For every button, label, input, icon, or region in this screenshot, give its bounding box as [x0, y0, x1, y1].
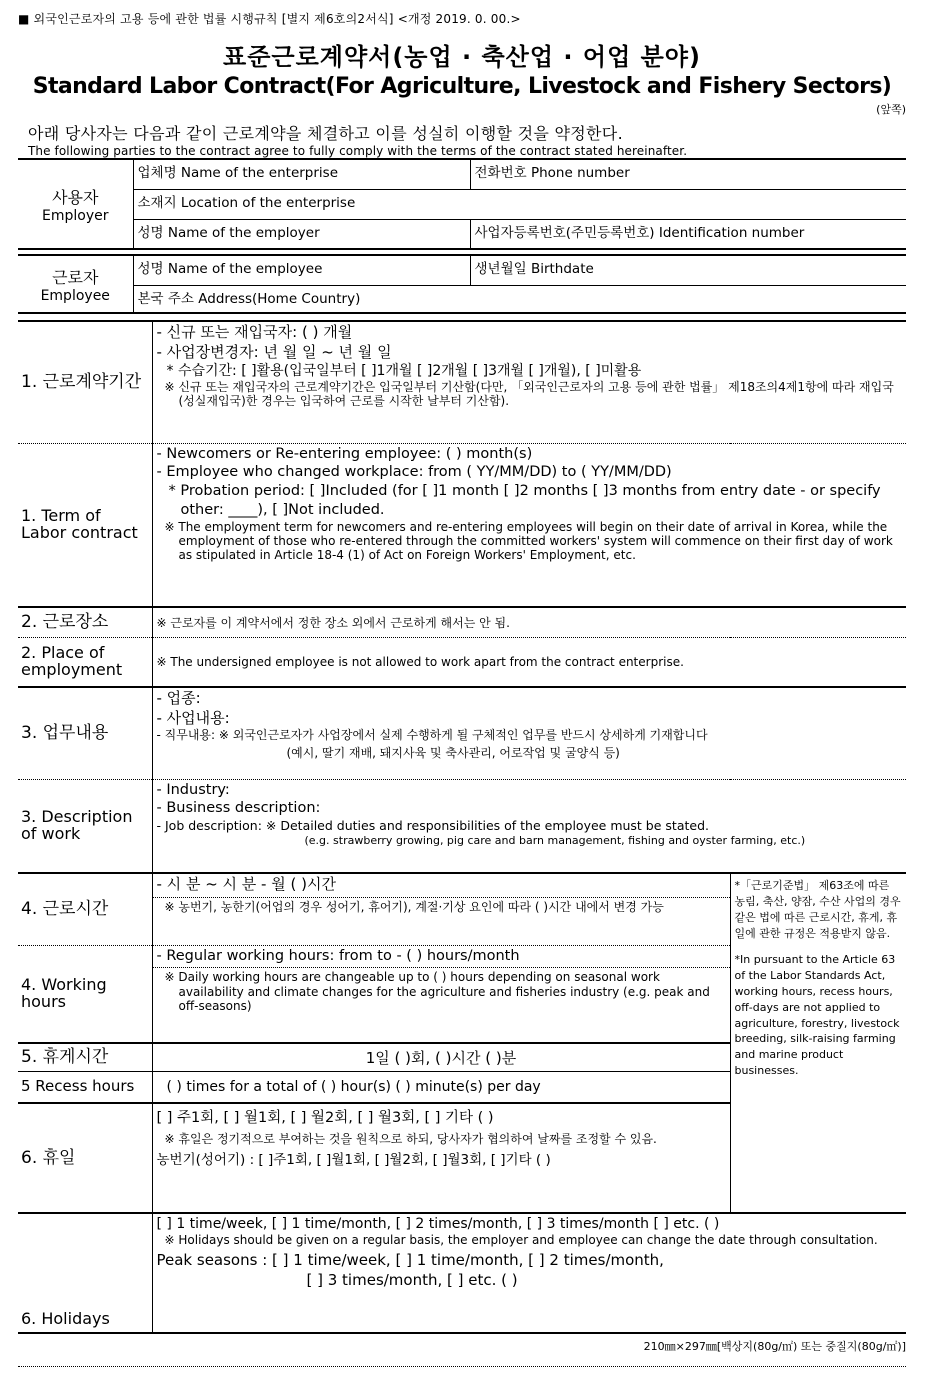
- term-label-kr: 1. 근로계약기간: [18, 321, 152, 443]
- employee-birthdate-field[interactable]: 생년월일 Birthdate: [470, 255, 906, 285]
- paper-spec: 210㎜×297㎜[백상지(80g/㎡) 또는 중질지(80g/㎡)]: [643, 1340, 906, 1353]
- recess-label-kr: 5. 휴게시간: [18, 1043, 152, 1071]
- employer-person-field[interactable]: 성명 Name of the employer: [133, 219, 470, 249]
- work-label-kr: 3. 업무내용: [18, 687, 152, 779]
- intro-english: The following parties to the contract agree to fully comply with the terms of the contract stated hereinafter.: [28, 144, 688, 158]
- work-kr-content: - 업종: - 사업내용: - 직무내용: ※ 외국인근로자가 사업장에서 실제 수행하게 될 구체적인 업무를 반드시 상세하게 기재합니다 (예시, 딸기 재배, 돼지사육 및 축사관리, 어로작업 및 굴양식 등): [156, 689, 708, 760]
- term-kr-content: - 신규 또는 재입국자: ( ) 개월 - 사업장변경자: 년 월 일 ~ 년 월 일 * 수습기간: [ ]활용(입국일부터 [ ]1개월 [ ]2개월 [ ]3개월 [ ]개월), [ ]미활용 ※ 신규 또는 재입국자의 근로계약기간은 입국일부터 기산함(다만, 「외국인근로자의 고용 등에 관한 법률」 제18조의4제1항에 따라 재입국(성실재입국)한 경우는 입국하여 근로를 시작한 날부터 기산함).: [156, 323, 894, 409]
- hours-label-kr: 4. 근로시간: [18, 873, 152, 945]
- term-label-en: 1. Term of Labor contract: [18, 443, 152, 607]
- work-label-en: 3. Description of work: [18, 779, 152, 873]
- side-mark: (앞쪽): [876, 103, 906, 116]
- contract-terms-table: [18, 320, 906, 1334]
- hours-label-en: 4. Working hours: [18, 945, 152, 1043]
- place-label-en: 2. Place of employment: [18, 637, 152, 687]
- employer-location-field[interactable]: 소재지 Location of the enterprise: [133, 189, 906, 219]
- holidays-kr-content: [ ] 주1회, [ ] 월1회, [ ] 월2회, [ ] 월3회, [ ] 기타 ( ) ※ 휴일은 정기적으로 부여하는 것을 원칙으로 하되, 당사자가 협의하여 날짜를 조정할 수 있음. 농번기(성어기) : [ ]주1회, [ ]월1회, [ ]월2회, [ ]월3회, [ ]기타 ( ): [152, 1103, 730, 1213]
- place-kr-content: ※ 근로자를 이 계약서에서 정한 장소 외에서 근로하게 해서는 안 됨.: [156, 615, 510, 630]
- side-note-box: *「근로기준법」 제63조에 따른 농림, 축산, 양잠, 수산 사업의 경우 같은 법에 따른 근로시간, 휴게, 휴일에 관한 규정은 적용받지 않음. *In pursuant to the Article 63 of the Labor Standards Act, working hours, recess hours, off-days are not applied to agriculture, forestry, livestock breeding, silk-raising farming and marine product businesses.: [734, 879, 901, 1078]
- work-en-content: - Industry: - Business description: - Job description: ※ Detailed duties and responsibilities of the employee must be stated. (e.g. strawberry growing, pig care and barn management, fishing and oyster farming, etc.): [156, 781, 806, 848]
- title-korean: 표준근로계약서(농업 · 축산업 · 어업 분야): [223, 43, 701, 71]
- employer-label: 사용자 Employer: [18, 159, 133, 249]
- term-en-content: - Newcomers or Re-entering employee: ( ) month(s) - Employee who changed workplace: from ( YY/MM/DD) to ( YY/MM/DD) * Probation period: [ ]Included (for [ ]1 month [ ]2 months [ ]3 months from entry date - or specify other: ____), [ ]Not included. ※ The employment term for newcomers and re-entering employees will begin on their date of arrival in Korea, while the employment of those who re-entered through the committed workers' system will commence on their first day of work as stipulated in Article 18-4 (1) of Act on Foreign Workers' Employment, etc.: [156, 445, 893, 563]
- bottom-divider: [18, 1366, 906, 1367]
- employee-name-field[interactable]: 성명 Name of the employee: [133, 255, 470, 285]
- employer-name-field[interactable]: 업체명 Name of the enterprise: [133, 159, 470, 189]
- form-reference: ■ 외국인근로자의 고용 등에 관한 법률 시행규칙 [별지 제6호의2서식] <개정 2019. 0. 00.>: [18, 12, 521, 26]
- employee-label: 근로자 Employee: [18, 255, 133, 313]
- place-en-content: ※ The undersigned employee is not allowed to work apart from the contract enterprise.: [156, 654, 684, 669]
- holidays-label-en: 6. Holidays: [18, 1213, 152, 1333]
- employee-address-field[interactable]: 본국 주소 Address(Home Country): [137, 290, 361, 307]
- hours-en-content: - Regular working hours: from to - ( ) hours/month ※ Daily working hours are changeable up to ( ) hours depending on seasonal work availability and climate changes for the agriculture and fisheries industry (e.g. peak and off-seasons): [152, 945, 730, 1043]
- employer-id-field[interactable]: 사업자등록번호(주민등록번호) Identification number: [474, 224, 805, 241]
- place-label-kr: 2. 근로장소: [18, 607, 152, 637]
- title-english: Standard Labor Contract(For Agriculture, Livestock and Fishery Sectors): [32, 74, 892, 99]
- holidays-en-content: [ ] 1 time/week, [ ] 1 time/month, [ ] 2 times/month, [ ] 3 times/month [ ] etc. ( ) ※ Holidays should be given on a regular basis, the employer and employee can change the date through consultation. Peak seasons : [ ] 1 time/week, [ ] 1 time/month, [ ] 2 times/month, [ ] 3 times/month, [ ] etc. ( ): [156, 1216, 878, 1289]
- employer-phone-field[interactable]: 전화번호 Phone number: [470, 159, 906, 189]
- holidays-label-kr: 6. 휴일: [18, 1103, 152, 1213]
- recess-label-en: 5 Recess hours: [18, 1071, 152, 1103]
- intro-korean: 아래 당사자는 다음과 같이 근로계약을 체결하고 이를 성실히 이행할 것을 약정한다.: [28, 124, 623, 143]
- hours-kr-content: - 시 분 ~ 시 분 - 월 ( )시간 ※ 농번기, 농한기(어업의 경우 성어기, 휴어기), 계절·기상 요인에 따라 ( )시간 내에서 변경 가능: [152, 873, 730, 945]
- recess-en-content: ( ) times for a total of ( ) hour(s) ( ) minute(s) per day: [152, 1071, 730, 1103]
- labor-contract-form: [18, 8, 906, 1367]
- parties-table: [18, 158, 906, 314]
- recess-kr-content: 1일 ( )회, ( )시간 ( )분: [152, 1043, 730, 1071]
